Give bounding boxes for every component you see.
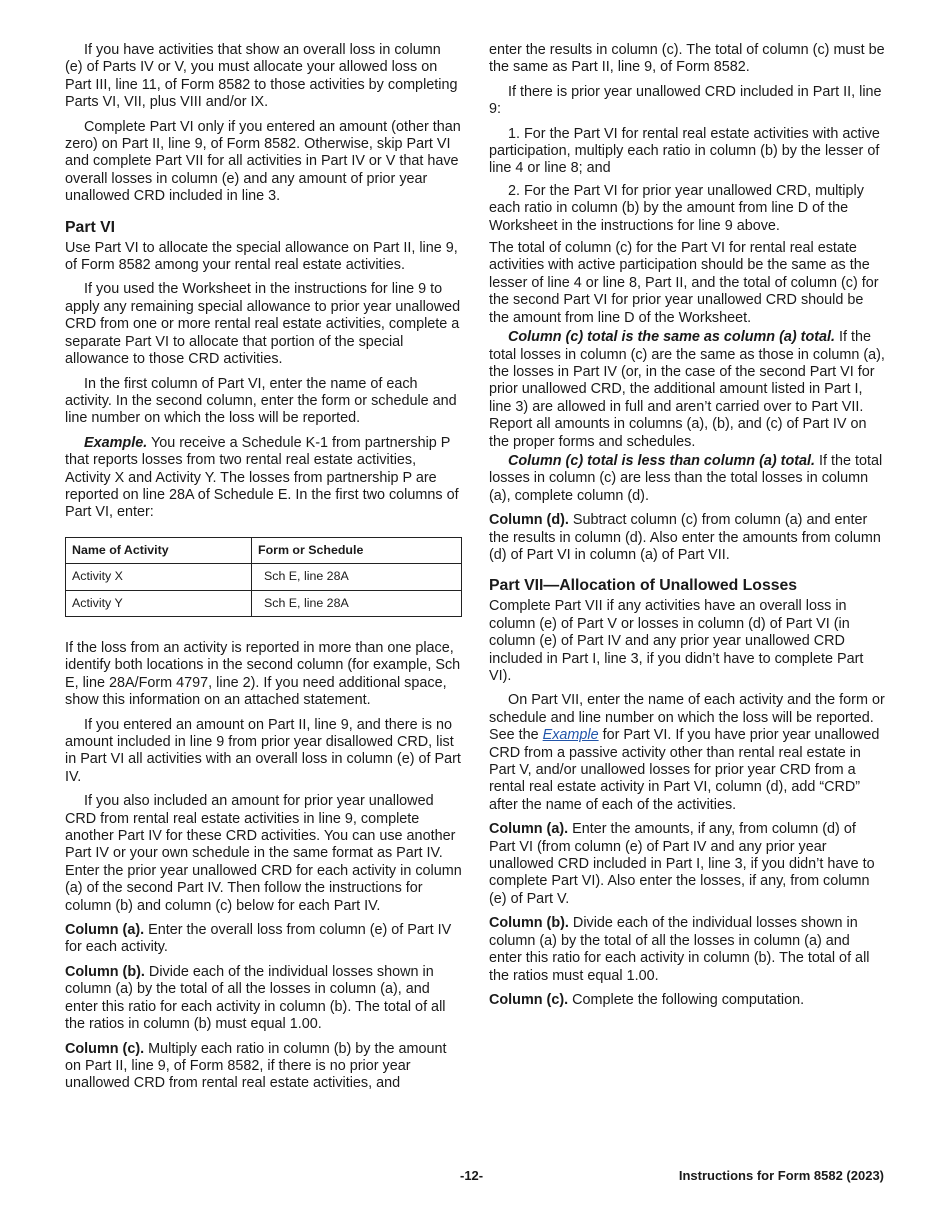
paragraph: If you have activities that show an overall loss in column (e) of Parts IV or V, you must allocate your allowed loss on Part III, line 11, of Form 8582 to those activities by completing Parts VI, VII, plus VIII and/or IX.	[65, 42, 458, 111]
table-header-form: Form or Schedule	[252, 537, 462, 563]
table-cell-activity: Activity Y	[66, 590, 252, 616]
paragraph-text: On Part VII, enter the name of each activity and the form or schedule and line number on which the loss will be reported. See the	[489, 692, 885, 744]
column-a-label: Column (a).	[489, 821, 569, 838]
column-c-less-text: If the total losses in column (c) are less than the total losses in column (a), complete column (d).	[489, 452, 883, 504]
column-a-paragraph	[65, 922, 462, 957]
right-column	[489, 42, 886, 1016]
column-b-paragraph	[65, 964, 462, 1034]
table-cell-form: Sch E, line 28A	[252, 590, 462, 616]
column-c-less-paragraph	[489, 453, 886, 505]
column-c-text: Complete the following computation.	[568, 991, 805, 1008]
column-a-text: Enter the overall loss from column (e) of Part IV for each activity.	[65, 922, 452, 956]
paragraph: If you used the Worksheet in the instructions for line 9 to apply any remaining special allowance to prior year unallowed CRD from one or more rental real estate activities, complete a separate Part VI to allocate that portion of the special allowance to those CRD activities.	[65, 281, 461, 368]
column-c-less-label: Column (c) total is less than column (a) total.	[508, 452, 816, 469]
example-text: You receive a Schedule K-1 from partnership P that reports losses from two rental real estate activities, Activity X and Activity Y. The losses from partnership P are reported on line 28A of Schedule E. In the first two columns of Part VI, enter:	[65, 434, 459, 521]
column-c-text: Multiply each ratio in column (b) by the amount on Part II, line 9, of Form 8582, if there is no prior year unallowed CRD from rental real estate activities, and	[65, 1040, 447, 1092]
paragraph: If there is prior year unallowed CRD included in Part II, line 9:	[489, 83, 882, 118]
page-number: -12-	[460, 1168, 484, 1183]
table-cell-form: Sch E, line 28A	[252, 564, 462, 590]
example-link[interactable]: Example	[542, 727, 599, 744]
column-a-label: Column (a).	[65, 922, 145, 939]
part-vi-heading: Part VI	[65, 218, 116, 236]
table-header-name: Name of Activity	[66, 537, 252, 563]
paragraph: In the first column of Part VI, enter the name of each activity. In the second column, enter the form or schedule and line number on which the loss will be reported.	[65, 375, 457, 427]
paragraph: If you also included an amount for prior year unallowed CRD from rental real estate activities in line 9, complete another Part IV for these CRD activities. You can use another Part IV or your own schedule in the same format as Part IV. Enter the prior year unallowed CRD for each activity in column (a) of the second Part IV. Then follow the instructions for column (b) and column (c) below for each Part IV.	[65, 793, 462, 914]
column-b-paragraph	[489, 915, 886, 985]
column-a-text: Enter the amounts, if any, from column (d) of Part VI (from column (e) of Part IV and any prior year unallowed CRD included in Part I, line 3, if you didn’t have to complete Part VI). Also enter the losses, if any, from column (e) of Part V.	[489, 821, 875, 907]
table-row	[66, 590, 462, 616]
column-c-same-paragraph	[489, 329, 886, 451]
example-label: Example.	[84, 434, 148, 451]
table-row	[66, 564, 462, 590]
column-d-text: Subtract column (c) from column (a) and enter the results in column (d). Also enter the amounts from column (d) of Part VI in column (a) of Part VII.	[489, 512, 881, 563]
column-a-paragraph	[489, 821, 886, 908]
example-paragraph	[65, 435, 462, 522]
paragraph: enter the results in column (c). The total of column (c) must be the same as Part II, line 9, of Form 8582.	[489, 42, 885, 76]
paragraph: Complete Part VI only if you entered an amount (other than zero) on Part II, line 9, of Form 8582. Otherwise, skip Part VI and complete Part VII for all activities in Part IV or V that have overall losses in column (e) and any amount of prior year unallowed CRD included in line 3.	[65, 118, 461, 205]
paragraph: If the loss from an activity is reported in more than one place, identify both locations in the second column (for example, Sch E, line 28A/Form 4797, line 2). If you need additional space, show this information on an attached statement.	[65, 639, 461, 709]
column-b-label: Column (b).	[65, 963, 145, 980]
part-vii-heading: Part VII—Allocation of Unallowed Losses	[489, 577, 798, 595]
column-d-label: Column (d).	[489, 512, 569, 529]
paragraph	[489, 692, 886, 814]
footer-title: Instructions for Form 8582 (2023)	[678, 1168, 884, 1183]
column-c-label: Column (c).	[65, 1040, 145, 1057]
column-b-text: Divide each of the individual losses shown in column (a) by the total of all the losses in column (a) and enter this ratio for each activity in column (b). The total of all the ratios must equal 1.00.	[489, 915, 870, 984]
column-c-same-text: If the total losses in column (c) are the same as those in column (a), the losses in Part IV (or, in the case of the second Part VI for prior unallowed CRD, the additional amount listed in Part I, line 3) are allowed in full and aren’t carried over to Part VII. Report all amounts in columns (a), (b), and (c) of Part IV on the proper forms and schedules.	[489, 329, 885, 450]
activity-table	[65, 537, 462, 617]
list-item: 2. For the Part VI for prior year unallowed CRD, multiply each ratio in column (b) by the amount from line D of the Worksheet in the instructions for line 9 above.	[489, 182, 864, 234]
column-b-label: Column (b).	[489, 915, 569, 932]
left-column	[65, 42, 462, 1100]
paragraph-text: for Part VI. If you have prior year unallowed CRD from a passive activity other than rental real estate in Part V, and/or unallowed losses for prior year CRD from a rental real estate activity in Part VI, column (d), add “CRD” after the name of each of the activities.	[489, 727, 880, 813]
list-item: 1. For the Part VI for rental real estate activities with active participation, multiply each ratio in column (b) by the lesser of line 4 or line 8; and	[489, 125, 880, 177]
paragraph: If you entered an amount on Part II, line 9, and there is no amount included in line 9 from prior year disallowed CRD, list in Part VI all activities with an overall loss in column (e) of Part IV.	[65, 716, 461, 785]
column-c-paragraph	[65, 1041, 462, 1093]
table-cell-activity: Activity X	[66, 564, 252, 590]
paragraph: Complete Part VII if any activities have an overall loss in column (e) of Part V or losses in column (d) of Part VI (in column (e) of Part IV and any prior year unallowed CRD included in Part I, line 3, if you didn’t have to complete Part VI).	[489, 598, 864, 684]
paragraph: The total of column (c) for the Part VI for rental real estate activities with active participation should be the same as the lesser of line 4 or line 8, Part II, and the total of column (c) for the second Part VI for prior year unallowed CRD should be the amount from line D of the Worksheet.	[489, 240, 879, 326]
paragraph: Use Part VI to allocate the special allowance on Part II, line 9, of Form 8582 among your rental real estate activities.	[65, 239, 458, 274]
column-c-paragraph	[489, 992, 886, 1009]
table-header-row	[66, 537, 462, 563]
column-d-paragraph	[489, 512, 886, 564]
column-c-same-label: Column (c) total is the same as column (a) total.	[508, 329, 836, 346]
column-c-label: Column (c).	[489, 991, 569, 1008]
column-b-text: Divide each of the individual losses shown in column (a) by the total of all the losses in column (a), and enter this ratio for each activity in column (b). The total of all the ratios in column (b) must equal 1.00.	[65, 963, 446, 1033]
